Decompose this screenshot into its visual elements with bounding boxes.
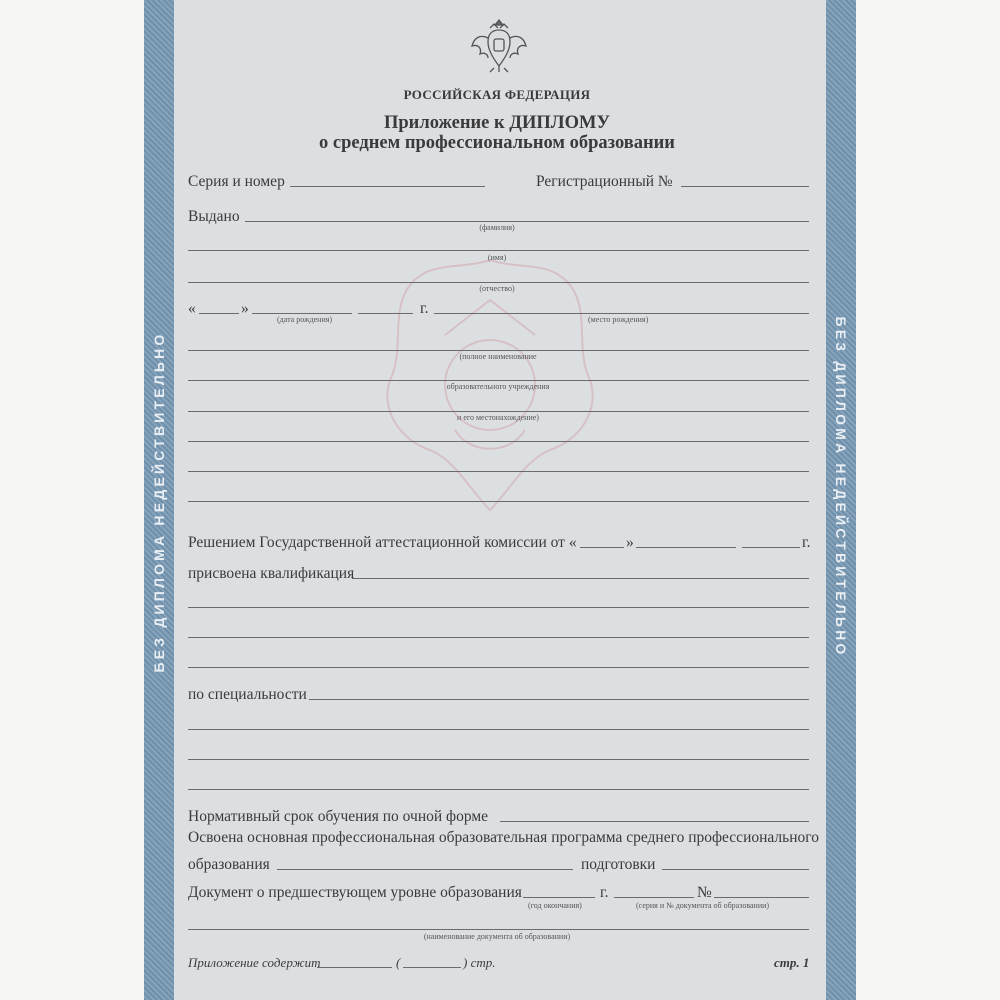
pages-count-field-line[interactable]	[317, 967, 392, 968]
program-text-line-2: образования	[188, 856, 270, 873]
prev-doc-number-field-line[interactable]	[714, 897, 809, 898]
institution-line-2[interactable]	[188, 380, 809, 381]
institution-line-4[interactable]	[188, 441, 809, 442]
prev-doc-name-field-line[interactable]	[188, 929, 809, 930]
left-border-text: БЕЗ ДИПЛОМА НЕДЕЙСТВИТЕЛЬНО	[151, 331, 167, 673]
birth-year-field-line[interactable]	[358, 313, 413, 314]
birth-day-field-line[interactable]	[199, 313, 239, 314]
prev-doc-number-sign: №	[697, 884, 712, 901]
birth-quote-open: «	[188, 300, 196, 317]
specialty-field-line-2[interactable]	[188, 729, 809, 730]
coat-of-arms-icon	[468, 14, 530, 76]
specialty-label: по специальности	[188, 686, 307, 703]
name-field-line[interactable]	[188, 250, 809, 251]
specialty-field-line-3[interactable]	[188, 759, 809, 760]
pages-paren-open: (	[396, 955, 401, 970]
surname-hint: (фамилия)	[479, 223, 515, 232]
institution-line-1[interactable]	[188, 350, 809, 351]
program-suffix: подготовки	[581, 856, 656, 873]
birth-place-field-line[interactable]	[434, 313, 809, 314]
page-number: стр. 1	[774, 955, 810, 970]
prev-doc-year-field-line[interactable]	[523, 897, 595, 898]
birth-place-hint: (место рождения)	[588, 315, 649, 324]
reg-number-field-line[interactable]	[681, 186, 809, 187]
name-hint: (имя)	[487, 253, 507, 262]
institution-line-3[interactable]	[188, 411, 809, 412]
series-label: Серия и номер	[188, 173, 285, 190]
commission-day-field-line[interactable]	[580, 547, 624, 548]
doc-series-hint: (серия и № документа об образовании)	[636, 901, 770, 910]
commission-month-field-line[interactable]	[636, 547, 736, 548]
grad-year-hint: (год окончания)	[528, 901, 582, 910]
pages-words-field-line[interactable]	[403, 967, 461, 968]
prev-doc-series-field-line[interactable]	[614, 897, 694, 898]
prev-doc-year-suffix: г.	[600, 884, 609, 901]
reg-number-label: Регистрационный №	[536, 173, 673, 190]
program-type-field-line[interactable]	[662, 869, 809, 870]
qualification-field-line-3[interactable]	[188, 637, 809, 638]
commission-year-field-line[interactable]	[742, 547, 800, 548]
right-border-text: БЕЗ ДИПЛОМА НЕДЕЙСТВИТЕЛЬНО	[833, 316, 849, 658]
birth-date-hint: (дата рождения)	[277, 315, 333, 324]
patronymic-hint: (отчество)	[479, 284, 515, 293]
commission-year-suffix: г.	[802, 534, 811, 551]
study-term-label: Нормативный срок обучения по очной форме	[188, 808, 489, 825]
program-level-field-line[interactable]	[277, 869, 573, 870]
birth-quote-close: »	[241, 300, 249, 317]
institution-line-6[interactable]	[188, 501, 809, 502]
prev-doc-label: Документ о предшествующем уровне образования	[188, 884, 522, 901]
institution-line-5[interactable]	[188, 471, 809, 472]
specialty-field-line-1[interactable]	[309, 699, 809, 700]
commission-quote-close: »	[626, 534, 634, 551]
birth-month-field-line[interactable]	[252, 313, 352, 314]
qualification-field-line-4[interactable]	[188, 667, 809, 668]
study-term-field-line[interactable]	[500, 821, 809, 822]
surname-field-line[interactable]	[245, 221, 809, 222]
specialty-field-line-4[interactable]	[188, 789, 809, 790]
qualification-field-line-2[interactable]	[188, 607, 809, 608]
doc-name-hint: (наименование документа об образовании)	[423, 932, 571, 941]
issued-label: Выдано	[188, 208, 240, 225]
institution-hint-1: (полное наименование	[459, 352, 537, 361]
institution-hint-2: образовательного учреждения	[446, 382, 550, 391]
patronymic-field-line[interactable]	[188, 282, 809, 283]
commission-label: Решением Государственной аттестационной комиссии от «	[188, 534, 577, 551]
qualification-field-line-1[interactable]	[352, 578, 809, 579]
birth-year-suffix: г.	[420, 300, 429, 317]
country-heading: РОССИЙСКАЯ ФЕДЕРАЦИЯ	[403, 87, 591, 102]
series-field-line[interactable]	[290, 186, 485, 187]
qualification-label: присвоена квалификация	[188, 565, 355, 582]
pages-paren-close: ) стр.	[463, 955, 496, 970]
document-title: Приложение к ДИПЛОМУ	[383, 113, 611, 133]
document-subtitle: о среднем профессиональном образовании	[319, 133, 675, 153]
contains-label: Приложение содержит	[188, 955, 321, 970]
program-text-line-1: Освоена основная профессиональная образовательная программа среднего профессионального	[188, 829, 819, 846]
institution-hint-3: и его местонахождение)	[457, 413, 539, 422]
